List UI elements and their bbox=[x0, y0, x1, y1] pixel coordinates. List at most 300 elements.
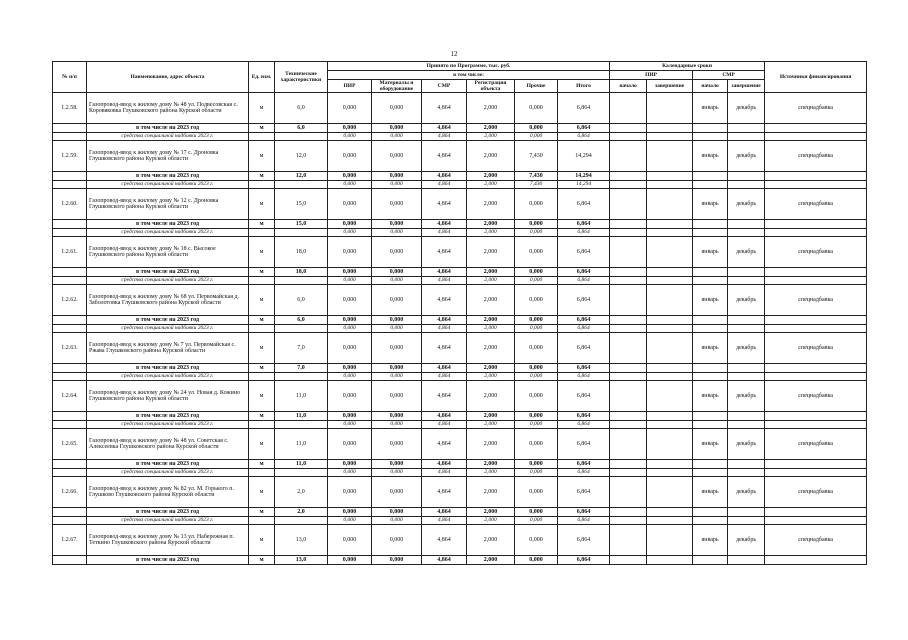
blank-cell bbox=[53, 181, 87, 189]
tech-value: 7,0 bbox=[275, 333, 328, 364]
smr-start: январь bbox=[693, 333, 728, 364]
row-number: 1.2.67. bbox=[53, 525, 87, 556]
smr-end: декабрь bbox=[728, 141, 765, 172]
materials-value: 0,000 bbox=[372, 477, 422, 508]
total-value: 6,864 bbox=[558, 525, 610, 556]
source-total-value: 6,864 bbox=[558, 325, 610, 333]
blank-cell bbox=[53, 364, 87, 373]
subtotal-registration-value: 2,000 bbox=[467, 316, 515, 325]
subtotal-registration-value: 2,000 bbox=[467, 124, 515, 133]
blank-cell bbox=[647, 229, 693, 237]
subtotal-tech: 6,0 bbox=[275, 316, 328, 325]
blank-cell bbox=[728, 133, 765, 141]
unit-value: м bbox=[249, 477, 275, 508]
source-materials-value: 0,000 bbox=[372, 469, 422, 477]
pir-value: 0,000 bbox=[328, 189, 372, 220]
header-registration: Регистрация объекта bbox=[467, 80, 515, 93]
pir-value: 0,000 bbox=[328, 477, 372, 508]
pir-start bbox=[610, 525, 647, 556]
table-body bbox=[53, 93, 867, 565]
subtotal-row bbox=[53, 460, 867, 469]
pir-end bbox=[647, 525, 693, 556]
source-pir-value: 0,000 bbox=[328, 373, 372, 381]
table-row bbox=[53, 525, 867, 556]
blank-cell bbox=[765, 412, 867, 421]
object-name: Газопровод-ввод к жилому дому № 48 ул. Советская с. Алексеевка Глушковского района Курской области bbox=[87, 429, 249, 460]
subtotal-materials-value: 0,000 bbox=[372, 556, 422, 565]
subtotal-materials-value: 0,000 bbox=[372, 508, 422, 517]
funding-source: спецнадбавка bbox=[765, 237, 867, 268]
source-label: средства специальной надбавки 2023 г. bbox=[87, 229, 249, 237]
subtotal-pir-value: 0,000 bbox=[328, 220, 372, 229]
subtotal-materials-value: 0,000 bbox=[372, 460, 422, 469]
subtotal-row bbox=[53, 412, 867, 421]
total-value: 6,864 bbox=[558, 429, 610, 460]
smr-end: декабрь bbox=[728, 333, 765, 364]
subtotal-row bbox=[53, 172, 867, 181]
blank-cell bbox=[693, 325, 728, 333]
header-calendar: Календарные сроки bbox=[610, 62, 765, 71]
blank-cell bbox=[53, 556, 87, 565]
subtotal-registration-value: 2,000 bbox=[467, 412, 515, 421]
blank-cell bbox=[728, 277, 765, 285]
materials-value: 0,000 bbox=[372, 429, 422, 460]
unit-value: м bbox=[249, 429, 275, 460]
blank-cell bbox=[249, 181, 275, 189]
funding-source: спецнадбавка bbox=[765, 525, 867, 556]
subtotal-smr-value: 4,864 bbox=[422, 220, 467, 229]
header-pir: ПИР bbox=[328, 80, 372, 93]
smr-end: декабрь bbox=[728, 237, 765, 268]
source-registration-value: 2,000 bbox=[467, 421, 515, 429]
row-number: 1.2.63. bbox=[53, 333, 87, 364]
subtotal-pir-value: 0,000 bbox=[328, 364, 372, 373]
blank-cell bbox=[275, 229, 328, 237]
blank-cell bbox=[647, 124, 693, 133]
blank-cell bbox=[53, 220, 87, 229]
blank-cell bbox=[53, 325, 87, 333]
subtotal-row bbox=[53, 268, 867, 277]
blank-cell bbox=[275, 133, 328, 141]
unit-value: м bbox=[249, 285, 275, 316]
other-value: 0,000 bbox=[515, 189, 558, 220]
source-smr-value: 4,864 bbox=[422, 277, 467, 285]
pir-value: 0,000 bbox=[328, 285, 372, 316]
blank-cell bbox=[693, 220, 728, 229]
source-row bbox=[53, 373, 867, 381]
blank-cell bbox=[610, 508, 647, 517]
blank-cell bbox=[728, 325, 765, 333]
tech-value: 6,0 bbox=[275, 285, 328, 316]
source-total-value: 6,864 bbox=[558, 229, 610, 237]
materials-value: 0,000 bbox=[372, 333, 422, 364]
source-row bbox=[53, 133, 867, 141]
subtotal-unit: м bbox=[249, 412, 275, 421]
blank-cell bbox=[765, 133, 867, 141]
blank-cell bbox=[765, 229, 867, 237]
blank-cell bbox=[610, 316, 647, 325]
subtotal-registration-value: 2,000 bbox=[467, 556, 515, 565]
blank-cell bbox=[249, 421, 275, 429]
subtotal-total-value: 6,864 bbox=[558, 364, 610, 373]
blank-cell bbox=[765, 172, 867, 181]
object-name: Газопровод-ввод к жилому дому № 24 ул. Новая д. Кожино Глушковского района Курской области bbox=[87, 381, 249, 412]
blank-cell bbox=[728, 364, 765, 373]
blank-cell bbox=[647, 172, 693, 181]
row-number: 1.2.65. bbox=[53, 429, 87, 460]
blank-cell bbox=[53, 508, 87, 517]
source-smr-value: 4,864 bbox=[422, 181, 467, 189]
header-materials: Материалы и оборудование bbox=[372, 80, 422, 93]
source-total-value: 14,294 bbox=[558, 181, 610, 189]
subtotal-registration-value: 2,000 bbox=[467, 268, 515, 277]
subtotal-materials-value: 0,000 bbox=[372, 172, 422, 181]
blank-cell bbox=[693, 412, 728, 421]
subtotal-tech: 11,0 bbox=[275, 412, 328, 421]
blank-cell bbox=[610, 373, 647, 381]
blank-cell bbox=[693, 268, 728, 277]
subtotal-tech: 7,0 bbox=[275, 364, 328, 373]
funding-source: спецнадбавка bbox=[765, 93, 867, 124]
header-tech: Технические характеристики bbox=[275, 62, 328, 93]
tech-value: 11,0 bbox=[275, 429, 328, 460]
subtotal-materials-value: 0,000 bbox=[372, 316, 422, 325]
pir-value: 0,000 bbox=[328, 237, 372, 268]
blank-cell bbox=[275, 421, 328, 429]
smr-end: декабрь bbox=[728, 381, 765, 412]
subtotal-total-value: 6,864 bbox=[558, 412, 610, 421]
subtotal-label: в том числе на 2023 год bbox=[87, 124, 249, 133]
registration-value: 2,000 bbox=[467, 237, 515, 268]
table-row bbox=[53, 285, 867, 316]
blank-cell bbox=[765, 517, 867, 525]
unit-value: м bbox=[249, 525, 275, 556]
row-number: 1.2.60. bbox=[53, 189, 87, 220]
blank-cell bbox=[728, 517, 765, 525]
subtotal-unit: м bbox=[249, 556, 275, 565]
subtotal-row bbox=[53, 508, 867, 517]
blank-cell bbox=[765, 364, 867, 373]
source-label: средства специальной надбавки 2023 г. bbox=[87, 325, 249, 333]
subtotal-tech: 13,0 bbox=[275, 556, 328, 565]
source-row bbox=[53, 421, 867, 429]
subtotal-other-value: 7,430 bbox=[515, 172, 558, 181]
blank-cell bbox=[610, 412, 647, 421]
blank-cell bbox=[693, 556, 728, 565]
blank-cell bbox=[610, 469, 647, 477]
subtotal-materials-value: 0,000 bbox=[372, 124, 422, 133]
blank-cell bbox=[610, 277, 647, 285]
subtotal-label: в том числе на 2023 год bbox=[87, 460, 249, 469]
blank-cell bbox=[765, 556, 867, 565]
source-materials-value: 0,000 bbox=[372, 133, 422, 141]
source-label: средства специальной надбавки 2023 г. bbox=[87, 421, 249, 429]
total-value: 6,864 bbox=[558, 93, 610, 124]
subtotal-row bbox=[53, 364, 867, 373]
blank-cell bbox=[693, 316, 728, 325]
pir-value: 0,000 bbox=[328, 381, 372, 412]
row-number: 1.2.61. bbox=[53, 237, 87, 268]
blank-cell bbox=[249, 469, 275, 477]
blank-cell bbox=[610, 556, 647, 565]
materials-value: 0,000 bbox=[372, 93, 422, 124]
subtotal-smr-value: 4,864 bbox=[422, 364, 467, 373]
source-pir-value: 0,000 bbox=[328, 277, 372, 285]
pir-end bbox=[647, 333, 693, 364]
funding-source: спецнадбавка bbox=[765, 381, 867, 412]
source-label: средства специальной надбавки 2023 г. bbox=[87, 469, 249, 477]
blank-cell bbox=[728, 421, 765, 429]
blank-cell bbox=[53, 412, 87, 421]
blank-cell bbox=[728, 556, 765, 565]
blank-cell bbox=[610, 220, 647, 229]
other-value: 0,000 bbox=[515, 285, 558, 316]
unit-value: м bbox=[249, 237, 275, 268]
blank-cell bbox=[693, 124, 728, 133]
subtotal-unit: м bbox=[249, 172, 275, 181]
materials-value: 0,000 bbox=[372, 237, 422, 268]
blank-cell bbox=[765, 508, 867, 517]
blank-cell bbox=[728, 373, 765, 381]
smr-value: 4,864 bbox=[422, 285, 467, 316]
registration-value: 2,000 bbox=[467, 525, 515, 556]
source-total-value: 6,864 bbox=[558, 133, 610, 141]
blank-cell bbox=[765, 220, 867, 229]
blank-cell bbox=[647, 220, 693, 229]
blank-cell bbox=[610, 268, 647, 277]
blank-cell bbox=[765, 460, 867, 469]
header-unit: Ед. изм. bbox=[249, 62, 275, 93]
tech-value: 15,0 bbox=[275, 189, 328, 220]
smr-start: январь bbox=[693, 477, 728, 508]
header-cal-pir: ПИР bbox=[610, 71, 693, 80]
pir-end bbox=[647, 93, 693, 124]
object-name: Газопровод-ввод к жилому дому № 68 ул. Первомайская д. Заболотовка Глушковского района Курской области bbox=[87, 285, 249, 316]
source-total-value: 6,864 bbox=[558, 373, 610, 381]
header-name: Наименование, адрес объекта bbox=[87, 62, 249, 93]
blank-cell bbox=[275, 517, 328, 525]
registration-value: 2,000 bbox=[467, 381, 515, 412]
blank-cell bbox=[610, 229, 647, 237]
source-materials-value: 0,000 bbox=[372, 421, 422, 429]
blank-cell bbox=[728, 469, 765, 477]
source-total-value: 6,864 bbox=[558, 421, 610, 429]
source-label: средства специальной надбавки 2023 г. bbox=[87, 517, 249, 525]
subtotal-materials-value: 0,000 bbox=[372, 364, 422, 373]
tech-value: 11,0 bbox=[275, 381, 328, 412]
header-no: № п/п bbox=[53, 62, 87, 93]
source-registration-value: 2,000 bbox=[467, 277, 515, 285]
source-materials-value: 0,000 bbox=[372, 325, 422, 333]
page-number: 12 bbox=[450, 50, 458, 58]
blank-cell bbox=[765, 373, 867, 381]
materials-value: 0,000 bbox=[372, 381, 422, 412]
pir-start bbox=[610, 237, 647, 268]
blank-cell bbox=[765, 181, 867, 189]
source-pir-value: 0,000 bbox=[328, 229, 372, 237]
source-smr-value: 4,864 bbox=[422, 133, 467, 141]
subtotal-smr-value: 4,864 bbox=[422, 172, 467, 181]
source-smr-value: 4,864 bbox=[422, 325, 467, 333]
blank-cell bbox=[765, 469, 867, 477]
blank-cell bbox=[693, 181, 728, 189]
blank-cell bbox=[249, 133, 275, 141]
pir-start bbox=[610, 93, 647, 124]
subtotal-tech: 2,0 bbox=[275, 508, 328, 517]
pir-value: 0,000 bbox=[328, 429, 372, 460]
source-label: средства специальной надбавки 2023 г. bbox=[87, 133, 249, 141]
source-smr-value: 4,864 bbox=[422, 421, 467, 429]
subtotal-row bbox=[53, 556, 867, 565]
total-value: 6,864 bbox=[558, 477, 610, 508]
registration-value: 2,000 bbox=[467, 477, 515, 508]
source-registration-value: 2,000 bbox=[467, 229, 515, 237]
source-materials-value: 0,000 bbox=[372, 373, 422, 381]
blank-cell bbox=[53, 460, 87, 469]
subtotal-other-value: 0,000 bbox=[515, 220, 558, 229]
unit-value: м bbox=[249, 333, 275, 364]
tech-value: 2,0 bbox=[275, 477, 328, 508]
subtotal-smr-value: 4,864 bbox=[422, 508, 467, 517]
registration-value: 2,000 bbox=[467, 333, 515, 364]
header-smr: СМР bbox=[422, 80, 467, 93]
source-other-value: 0,000 bbox=[515, 325, 558, 333]
smr-start: январь bbox=[693, 525, 728, 556]
blank-cell bbox=[647, 316, 693, 325]
subtotal-row bbox=[53, 220, 867, 229]
smr-end: декабрь bbox=[728, 429, 765, 460]
total-value: 6,864 bbox=[558, 381, 610, 412]
subtotal-other-value: 0,000 bbox=[515, 364, 558, 373]
blank-cell bbox=[53, 229, 87, 237]
blank-cell bbox=[693, 364, 728, 373]
table-row bbox=[53, 141, 867, 172]
subtotal-unit: м bbox=[249, 460, 275, 469]
row-number: 1.2.59. bbox=[53, 141, 87, 172]
subtotal-label: в том числе на 2023 год bbox=[87, 172, 249, 181]
table-row bbox=[53, 93, 867, 124]
blank-cell bbox=[53, 133, 87, 141]
blank-cell bbox=[728, 508, 765, 517]
subtotal-total-value: 6,864 bbox=[558, 460, 610, 469]
blank-cell bbox=[275, 277, 328, 285]
subtotal-pir-value: 0,000 bbox=[328, 172, 372, 181]
subtotal-smr-value: 4,864 bbox=[422, 460, 467, 469]
other-value: 0,000 bbox=[515, 93, 558, 124]
blank-cell bbox=[647, 517, 693, 525]
blank-cell bbox=[728, 460, 765, 469]
subtotal-smr-value: 4,864 bbox=[422, 556, 467, 565]
blank-cell bbox=[610, 421, 647, 429]
table-row bbox=[53, 189, 867, 220]
subtotal-materials-value: 0,000 bbox=[372, 268, 422, 277]
source-total-value: 6,864 bbox=[558, 469, 610, 477]
blank-cell bbox=[610, 133, 647, 141]
subtotal-materials-value: 0,000 bbox=[372, 220, 422, 229]
subtotal-unit: м bbox=[249, 508, 275, 517]
pir-end bbox=[647, 477, 693, 508]
blank-cell bbox=[647, 277, 693, 285]
subtotal-pir-value: 0,000 bbox=[328, 316, 372, 325]
smr-start: январь bbox=[693, 237, 728, 268]
smr-value: 4,864 bbox=[422, 93, 467, 124]
source-pir-value: 0,000 bbox=[328, 517, 372, 525]
pir-end bbox=[647, 429, 693, 460]
source-row bbox=[53, 469, 867, 477]
blank-cell bbox=[275, 325, 328, 333]
header-sources: Источники финансирования bbox=[765, 62, 867, 93]
object-name: Газопровод-ввод к жилому дому № 13 ул. Набережная п. Теткино Глушковского района Курской области bbox=[87, 525, 249, 556]
subtotal-label: в том числе на 2023 год bbox=[87, 268, 249, 277]
source-other-value: 0,000 bbox=[515, 133, 558, 141]
smr-end: декабрь bbox=[728, 477, 765, 508]
subtotal-total-value: 6,864 bbox=[558, 508, 610, 517]
blank-cell bbox=[765, 268, 867, 277]
blank-cell bbox=[53, 172, 87, 181]
source-row bbox=[53, 277, 867, 285]
blank-cell bbox=[647, 412, 693, 421]
blank-cell bbox=[647, 508, 693, 517]
blank-cell bbox=[610, 172, 647, 181]
pir-start bbox=[610, 333, 647, 364]
header-funding-group: Принято по Программе, тыс. руб. bbox=[328, 62, 610, 71]
blank-cell bbox=[693, 277, 728, 285]
blank-cell bbox=[728, 412, 765, 421]
source-other-value: 0,000 bbox=[515, 469, 558, 477]
tech-value: 6,0 bbox=[275, 93, 328, 124]
smr-value: 4,864 bbox=[422, 429, 467, 460]
blank-cell bbox=[647, 373, 693, 381]
subtotal-row bbox=[53, 316, 867, 325]
smr-start: январь bbox=[693, 381, 728, 412]
pir-start bbox=[610, 285, 647, 316]
pir-start bbox=[610, 189, 647, 220]
subtotal-materials-value: 0,000 bbox=[372, 412, 422, 421]
blank-cell bbox=[693, 133, 728, 141]
source-registration-value: 2,000 bbox=[467, 373, 515, 381]
other-value: 0,000 bbox=[515, 525, 558, 556]
blank-cell bbox=[610, 364, 647, 373]
row-number: 1.2.58. bbox=[53, 93, 87, 124]
pir-start bbox=[610, 477, 647, 508]
table-header bbox=[53, 62, 867, 93]
source-pir-value: 0,000 bbox=[328, 133, 372, 141]
blank-cell bbox=[765, 316, 867, 325]
blank-cell bbox=[765, 124, 867, 133]
blank-cell bbox=[728, 220, 765, 229]
row-number: 1.2.66. bbox=[53, 477, 87, 508]
blank-cell bbox=[647, 460, 693, 469]
subtotal-total-value: 6,864 bbox=[558, 268, 610, 277]
subtotal-unit: м bbox=[249, 124, 275, 133]
object-name: Газопровод-ввод к жилому дому № 17 с. Дроновка Глушковского района Курской области bbox=[87, 141, 249, 172]
subtotal-row bbox=[53, 124, 867, 133]
header-smr-end: завершение bbox=[728, 80, 765, 93]
header-smr-start: начало bbox=[693, 80, 728, 93]
blank-cell bbox=[610, 181, 647, 189]
pir-value: 0,000 bbox=[328, 333, 372, 364]
source-pir-value: 0,000 bbox=[328, 325, 372, 333]
unit-value: м bbox=[249, 189, 275, 220]
source-materials-value: 0,000 bbox=[372, 517, 422, 525]
subtotal-total-value: 6,864 bbox=[558, 316, 610, 325]
blank-cell bbox=[765, 325, 867, 333]
blank-cell bbox=[693, 229, 728, 237]
funding-source: спецнадбавка bbox=[765, 429, 867, 460]
subtotal-tech: 15,0 bbox=[275, 220, 328, 229]
smr-end: декабрь bbox=[728, 189, 765, 220]
source-total-value: 6,864 bbox=[558, 277, 610, 285]
